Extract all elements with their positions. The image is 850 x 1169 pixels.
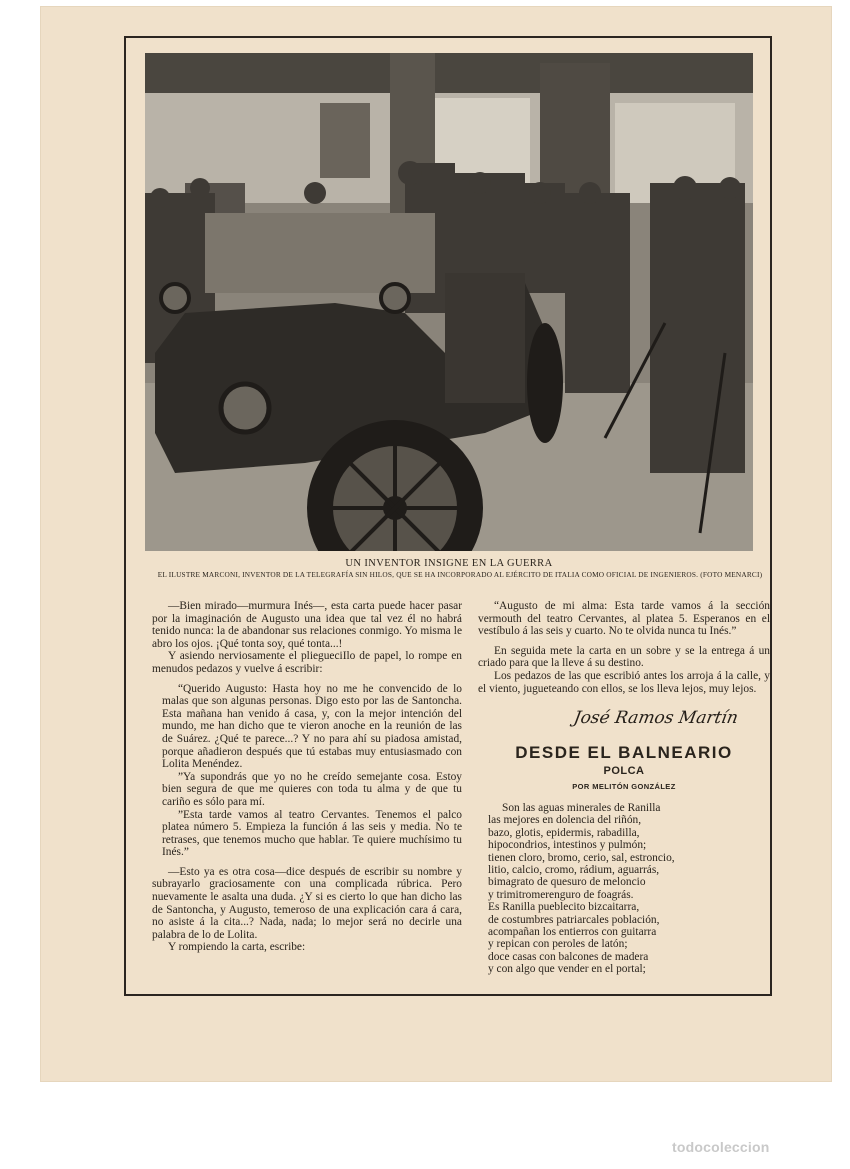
- paragraph: Los pedazos de las que escribió antes los arroja á la calle, y el viento, jugueteando con ellos, se los lleva lejos, muy lejos.: [478, 669, 770, 695]
- letter-paragraph: ”Esta tarde vamos al teatro Cervantes. Tenemos el palco platea número 5. Empieza la función á las seis y media. No te retrases, que tenemos mucho que hablar. Te quiere muchísimo tu Inés.”: [162, 808, 462, 859]
- right-column: [478, 600, 770, 695]
- paragraph: —Esto ya es otra cosa—dice después de escribir su nombre y subrayarlo graciosamente con una complicada rúbrica. Pero nuevamente le asalta una duda. ¿Y si es cierto lo que han dicho las de Santoncha, y Augusto, temeroso de una explicación cara á cara, no asiste á la cita...? Nada, nada; lo mejor será no decirle una palabra de lo de Lolita.: [152, 865, 462, 941]
- poem-line: acompañan los entierros con guitarra: [488, 926, 657, 939]
- left-column: [152, 600, 462, 954]
- letter-paragraph: “Augusto de mi alma: Esta tarde vamos á la sección vermouth del teatro Cervantes, al platea 5. Esperanos en el vestíbulo á las seis y cuarto. No te olvida nunca tu Inés.”: [478, 600, 770, 638]
- poem-line: y con algo que vender en el portal;: [488, 963, 646, 976]
- section-title: DESDE EL BALNEARIO: [515, 743, 733, 762]
- poem-line: hipocondrios, intestinos y pulmón;: [488, 839, 647, 852]
- author-signature: José Ramos Martín: [572, 708, 740, 728]
- poem-line: las mejores en dolencia del riñón,: [488, 814, 642, 827]
- poem-line: Son las aguas minerales de Ranilla: [502, 802, 661, 814]
- poem-line: Es Ranilla pueblecito bizcaitarra,: [488, 901, 640, 914]
- paragraph: —Bien mirado—murmura Inés—, esta carta puede hacer pasar por la imaginación de Augusto una idea que tal vez él no habrá tenido nunca: la de abandonar sus relaciones conmigo. Yo misma le abro los ojos. ¡Qué tonta soy, qué tonta...!: [152, 600, 462, 650]
- poem-line: doce casas con balcones de madera: [488, 950, 649, 963]
- marconi-photo: [145, 53, 753, 551]
- section-subtitle: POLCA: [603, 765, 645, 777]
- letter-paragraph: “Querido Augusto: Hasta hoy no me he convencido de lo malas que son algunas personas. Digo esto por las de Santoncha. Esta mañana han venido á casa, y, con la mejor intención del mundo, me han dicho que te vieron anoche en la reunión de las de Suárez. ¿Qué te parece...? Y no para ahí su piadosa amistad, porque añadieron después que tú estabas muy entusiasmado con Lolita Menéndez.: [162, 682, 462, 771]
- paragraph: En seguida mete la carta en un sobre y se la entrega á un criado para que la lleve á su destino.: [478, 644, 770, 670]
- poem-line: tienen cloro, bromo, cerio, sal, estroncio,: [488, 851, 675, 864]
- poem-line: de costumbres patriarcales población,: [488, 913, 660, 926]
- section-author: POR MELITÓN GONZÁLEZ: [572, 782, 676, 791]
- poem-line: bazo, glotis, epidermis, rabadilla,: [488, 826, 640, 839]
- letter-paragraph: ”Ya supondrás que yo no he creído semejante cosa. Estoy bien segura de que me quieres con toda tu alma y de que tu cariño es sólo para mí.: [162, 770, 462, 808]
- poem: [488, 802, 768, 976]
- poem-line: y repican con peroles de latón;: [488, 938, 628, 951]
- poem-line: litio, calcio, cromo, rádium, aguarrás,: [488, 864, 660, 877]
- paragraph: Y asiendo nerviosamente el pliegueciIlo de papel, lo rompe en menudos pedazos y vuelve á escribir:: [152, 650, 462, 675]
- paragraph: Y rompiendo la carta, escribe:: [168, 941, 306, 954]
- watermark: todocoleccion: [672, 1139, 770, 1155]
- poem-line: bimagrato de quesuro de meloncio: [488, 876, 646, 889]
- photo-caption-subtitle: EL ILUSTRE MARCONI, INVENTOR DE LA TELEGRAFÍA SIN HILOS, QUE SE HA INCORPORADO AL EJÉRCITO DE ITALIA COMO OFICIAL DE INGENIEROS. (FOTO MENARCI): [157, 570, 763, 579]
- photo-caption-title: UN INVENTOR INSIGNE EN LA GUERRA: [345, 558, 553, 569]
- poem-line: y trimitromerenguro de foagrás.: [488, 888, 634, 901]
